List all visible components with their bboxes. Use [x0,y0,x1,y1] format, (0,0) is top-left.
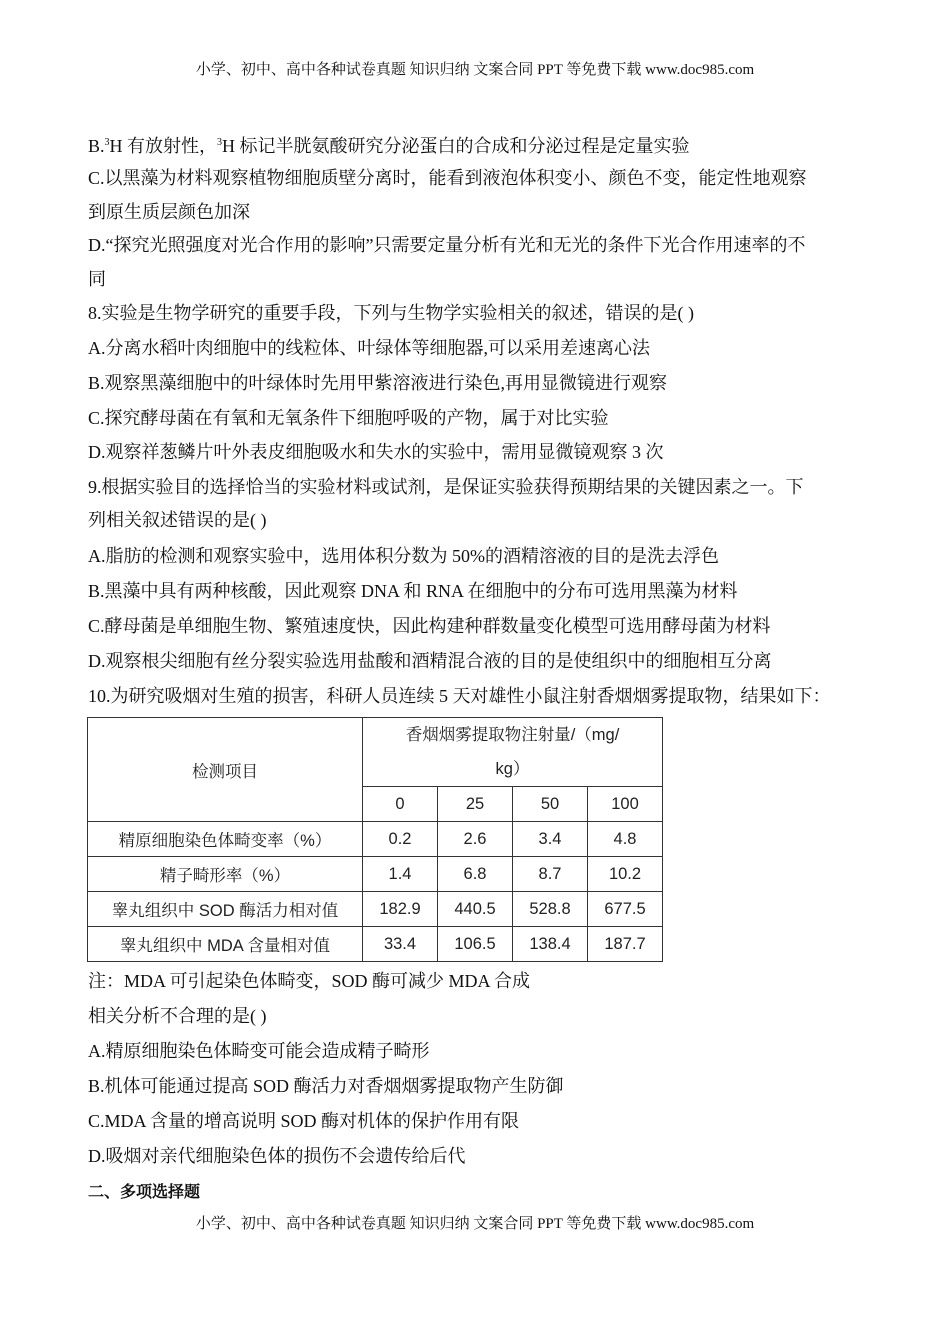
q8-option-b: B.观察黑藻细胞中的叶绿体时先用甲紫溶液进行染色,再用显微镜进行观察 [88,373,668,393]
dose-header-line2: kg） [495,760,530,778]
row-label: 睾丸组织中 MDA 含量相对值 [88,927,363,962]
cell: 138.4 [513,927,588,962]
row-header: 检测项目 [88,718,363,822]
dose-cell: 50 [513,787,588,822]
q9-option-d: D.观察根尖细胞有丝分裂实验选用盐酸和酒精混合液的目的是使组织中的细胞相互分离 [88,651,772,671]
q10-ask: 相关分析不合理的是( ) [88,1006,267,1026]
row-label: 精原细胞染色体畸变率（%） [88,822,363,857]
text: B. [88,136,105,156]
q7-option-b [88,132,690,157]
cell: 8.7 [513,857,588,892]
superscript: 3 [217,137,223,148]
q7-option-d-line2: 同 [88,269,106,289]
results-table [87,717,663,962]
q10-option-b: B.机体可能通过提高 SOD 酶活力对香烟烟雾提取物产生防御 [88,1076,564,1096]
q8-option-a: A.分离水稻叶肉细胞中的线粒体、叶绿体等细胞器,可以采用差速离心法 [88,338,650,358]
table-row [88,822,663,857]
table-row [88,892,663,927]
table-row [88,927,663,962]
q8-stem: 8.实验是生物学研究的重要手段，下列与生物学实验相关的叙述，错误的是( ) [88,303,694,323]
cell: 182.9 [363,892,438,927]
page-header: 小学、初中、高中各种试卷真题 知识归纳 文案合同 PPT 等免费下载 www.doc985.com [195,62,755,78]
section-heading: 二、多项选择题 [88,1182,201,1201]
dose-cell: 100 [588,787,663,822]
cell: 3.4 [513,822,588,857]
cell: 6.8 [438,857,513,892]
q10-option-d: D.吸烟对亲代细胞染色体的损伤不会遗传给后代 [88,1146,466,1166]
cell: 106.5 [438,927,513,962]
text: H 标记半胱氨酸研究分泌蛋白的合成和分泌过程是定量实验 [222,136,690,156]
dose-header [363,718,663,787]
q8-option-c: C.探究酵母菌在有氧和无氧条件下细胞呼吸的产物，属于对比实验 [88,408,609,428]
cell: 10.2 [588,857,663,892]
q7-option-d-line1: D.“探究光照强度对光合作用的影响”只需要定量分析有光和无光的条件下光合作用速率的不 [88,235,806,255]
cell: 677.5 [588,892,663,927]
dose-cell: 25 [438,787,513,822]
q9-option-c: C.酵母菌是单细胞生物、繁殖速度快，因此构建种群数量变化模型可选用酵母菌为材料 [88,616,771,636]
cell: 0.2 [363,822,438,857]
q7-option-c-line2: 到原生质层颜色加深 [88,202,250,222]
superscript: 3 [104,137,110,148]
q10-option-c: C.MDA 含量的增高说明 SOD 酶对机体的保护作用有限 [88,1111,520,1131]
q10-option-a: A.精原细胞染色体畸变可能会造成精子畸形 [88,1041,430,1061]
row-label: 精子畸形率（%） [88,857,363,892]
cell: 187.7 [588,927,663,962]
cell: 4.8 [588,822,663,857]
page-footer: 小学、初中、高中各种试卷真题 知识归纳 文案合同 PPT 等免费下载 www.doc985.com [195,1216,755,1232]
q8-option-d: D.观察祥葱鳞片叶外表皮细胞吸水和失水的实验中，需用显微镜观察 3 次 [88,442,664,462]
cell: 528.8 [513,892,588,927]
q10-note: 注：MDA 可引起染色体畸变，SOD 酶可减少 MDA 合成 [88,971,531,991]
table-row [88,857,663,892]
cell: 1.4 [363,857,438,892]
dose-cell: 0 [363,787,438,822]
cell: 440.5 [438,892,513,927]
q9-option-b: B.黑藻中具有两种核酸，因此观察 DNA 和 RNA 在细胞中的分布可选用黑藻为材料 [88,581,738,601]
q10-stem: 10.为研究吸烟对生殖的损害，科研人员连续 5 天对雄性小鼠注射香烟烟雾提取物，结果如下： [88,686,831,706]
q9-stem-line1: 9.根据实验目的选择恰当的实验材料或试剂，是保证实验获得预期结果的关键因素之一。下 [88,477,804,497]
text: H 有放射性， [109,136,218,156]
dose-header-line1: 香烟烟雾提取物注射量/（mg/ [405,726,620,744]
q9-option-a: A.脂肪的检测和观察实验中，选用体积分数为 50%的酒精溶液的目的是洗去浮色 [88,546,719,566]
cell: 33.4 [363,927,438,962]
row-label: 睾丸组织中 SOD 酶活力相对值 [88,892,363,927]
cell: 2.6 [438,822,513,857]
q9-stem-line2: 列相关叙述错误的是( ) [88,510,267,530]
q7-option-c-line1: C.以黑藻为材料观察植物细胞质壁分离时，能看到液泡体积变小、颜色不变，能定性地观察 [88,168,807,188]
